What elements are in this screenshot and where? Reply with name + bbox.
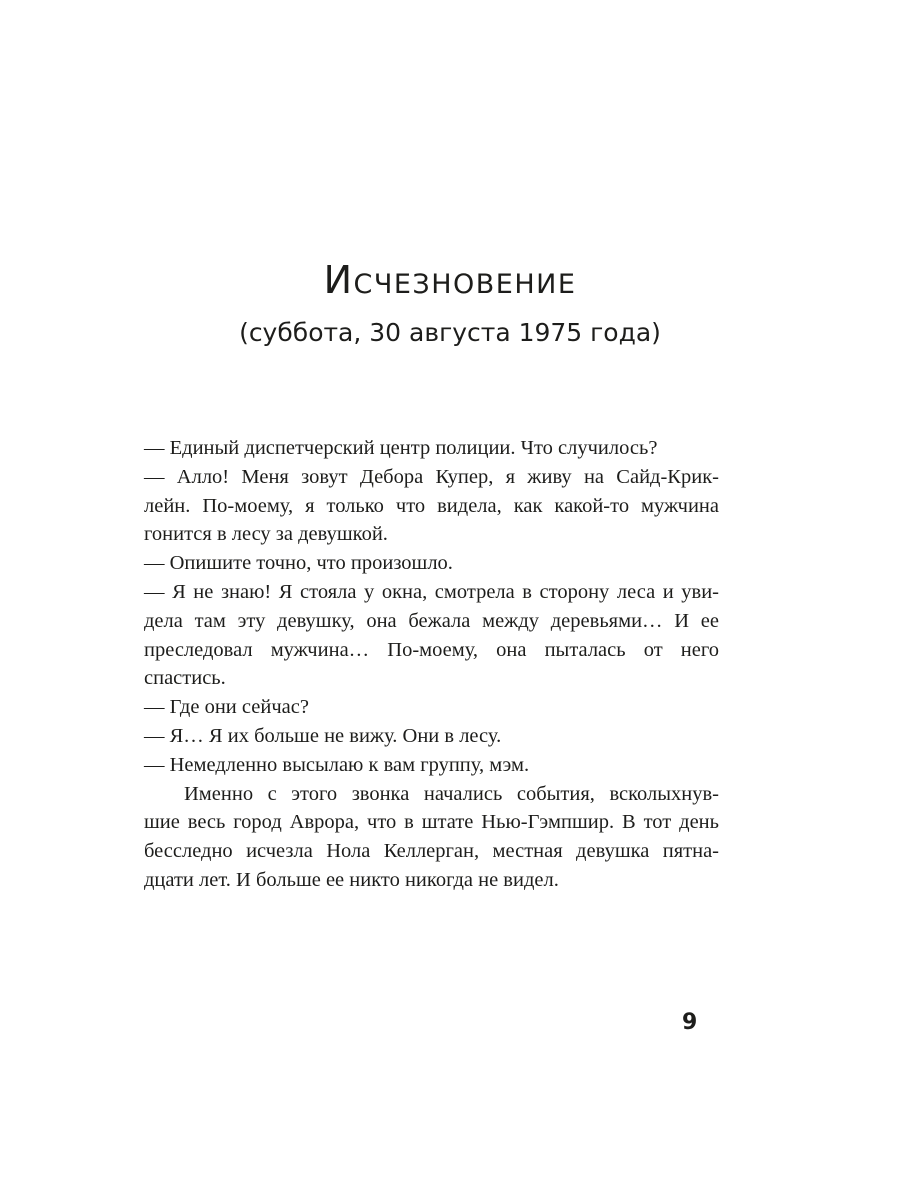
text-line: — Я не знаю! Я стояла у окна, смотрела в сторону леса и уви- <box>144 580 719 603</box>
text-line: — Алло! Меня зовут Дебора Купер, я живу на Сайд-Крик- <box>144 465 719 488</box>
text-line: — Где они сейчас? <box>144 696 309 719</box>
chapter-subtitle: (суббота, 30 августа 1975 года) <box>239 318 661 347</box>
text-line: гонится в лесу за девушкой. <box>144 523 388 546</box>
text-line: Именно с этого звонка начались события, всколыхнув- <box>184 782 719 805</box>
text-line: — Немедленно высылаю к вам группу, мэм. <box>144 753 530 776</box>
text-line: шие весь город Аврора, что в штате Нью-Гэмпшир. В тот день <box>144 811 719 834</box>
text-line: преследовал мужчина… По-моему, она пыталась от него <box>144 638 719 661</box>
text-line: — Опишите точно, что произошло. <box>144 552 453 575</box>
chapter-title: Исчезновение <box>323 258 577 302</box>
text-line: дела там эту девушку, она бежала между деревьями… И ее <box>144 609 719 632</box>
text-line: дцати лет. И больше ее никто никогда не видел. <box>144 868 559 891</box>
chapter-body <box>144 434 719 895</box>
text-line: лейн. По-моему, я только что видела, как какой-то мужчина <box>144 494 719 517</box>
page-number: 9 <box>682 1010 698 1035</box>
text-line: спастись. <box>144 667 226 690</box>
text-line: бесследно исчезла Нола Келлерган, местная девушка пятна- <box>144 840 719 863</box>
text-line: — Единый диспетчерский центр полиции. Что случилось? <box>144 437 658 459</box>
text-line: — Я… Я их больше не вижу. Они в лесу. <box>144 724 502 747</box>
